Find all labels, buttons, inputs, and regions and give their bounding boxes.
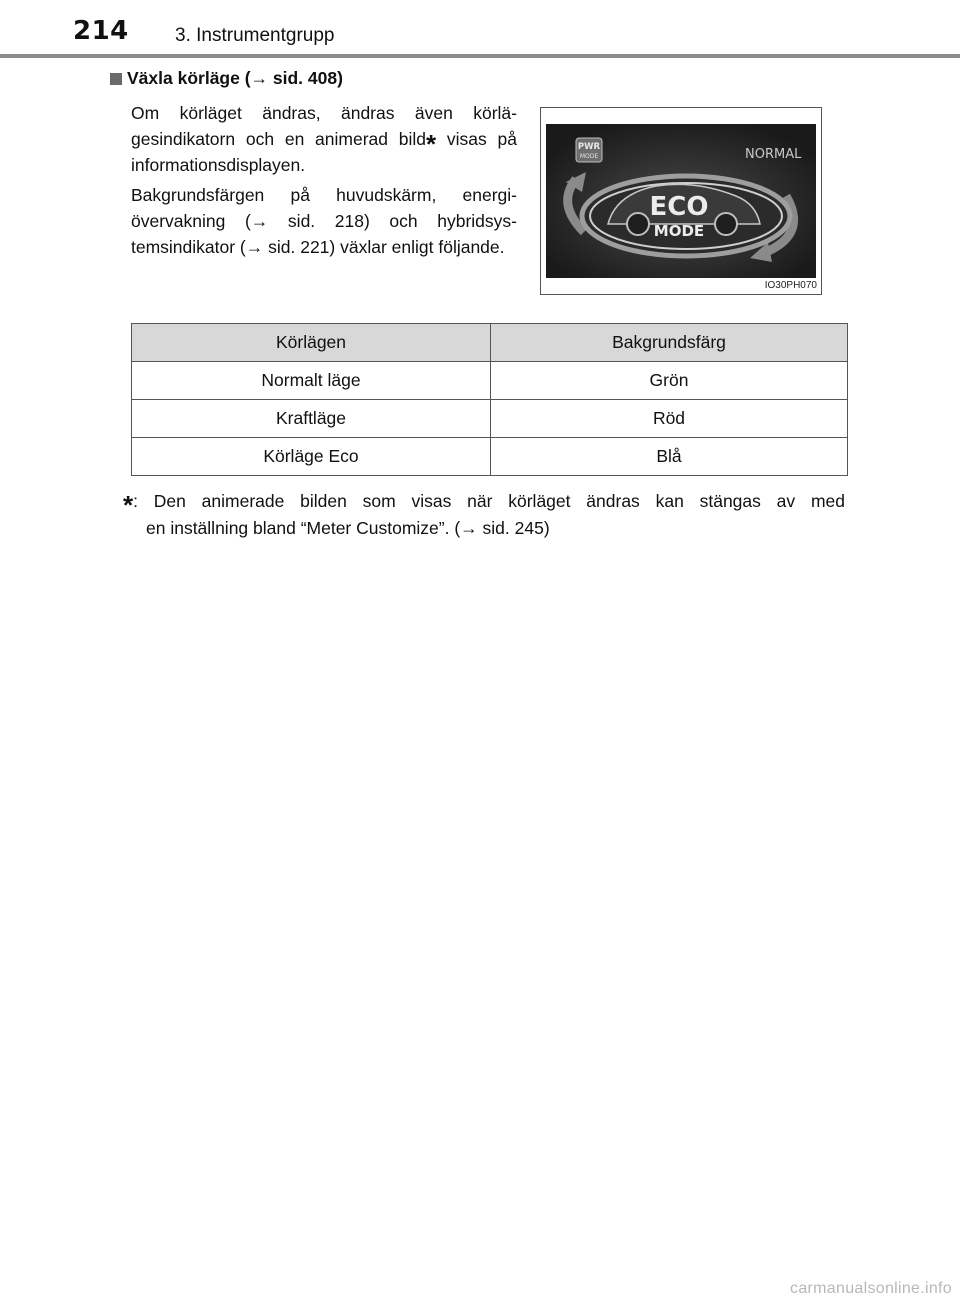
watermark: carmanualsonline.info (790, 1280, 952, 1297)
header-divider (0, 54, 960, 58)
footnote (123, 488, 845, 542)
page-number: 214 (73, 16, 129, 46)
front-wheel-icon (627, 213, 649, 235)
paragraph-intro (131, 100, 517, 178)
eco-mode-display-illustration (546, 124, 816, 278)
paragraph-intro-part2: visas på informationsdisplayen. (131, 129, 517, 175)
page-header (0, 0, 960, 60)
table-row (132, 362, 848, 400)
square-bullet-icon (110, 73, 122, 85)
eco-mode-line1: ECO (649, 192, 709, 222)
table-cell-color: Röd (491, 400, 848, 438)
eco-mode-figure (540, 107, 822, 295)
footnote-line2: en inställning bland “Meter Customize”. (→ sid. 245) (146, 518, 550, 538)
table-cell-mode: Körläge Eco (132, 438, 491, 476)
table-cell-color: Blå (491, 438, 848, 476)
table-cell-color: Grön (491, 362, 848, 400)
table-header-cell: Körlägen (132, 324, 491, 362)
footnote-line1 (123, 488, 845, 520)
paragraph-intro-part1: Om körläget ändras, ändras även körlägesindikatorn och en animerad bild (131, 103, 517, 149)
footnote-asterisk-ref: * (426, 129, 437, 159)
table-row (132, 438, 848, 476)
figure-label: IO30PH070 (764, 280, 817, 291)
eco-mode-line2: MODE (653, 222, 705, 240)
chapter-title: 3. Instrumentgrupp (175, 25, 335, 46)
footnote-asterisk: * (123, 490, 134, 520)
section-heading-text: Växla körläge (→ sid. 408) (127, 68, 343, 88)
section-heading (110, 68, 343, 89)
normal-mode-label: NORMAL (745, 147, 802, 162)
pwr-mode-line1: PWR (577, 142, 601, 152)
table-cell-mode: Normalt läge (132, 362, 491, 400)
mode-color-table (131, 323, 848, 476)
table-cell-mode: Kraftläge (132, 400, 491, 438)
pwr-mode-line2: MODE (579, 153, 599, 160)
rear-wheel-icon (715, 213, 737, 235)
table-header-row (132, 324, 848, 362)
table-row (132, 400, 848, 438)
footnote-line1-text: : Den animerade bilden som visas när körläget ändras kan stängas av med (133, 491, 845, 511)
paragraph-background: Bakgrundsfärgen på huvudskärm, energiövervakning (→ sid. 218) och hybridsystemsindikator (→ sid. 221) växlar enligt följande. (131, 185, 517, 257)
table-header-cell: Bakgrundsfärg (491, 324, 848, 362)
